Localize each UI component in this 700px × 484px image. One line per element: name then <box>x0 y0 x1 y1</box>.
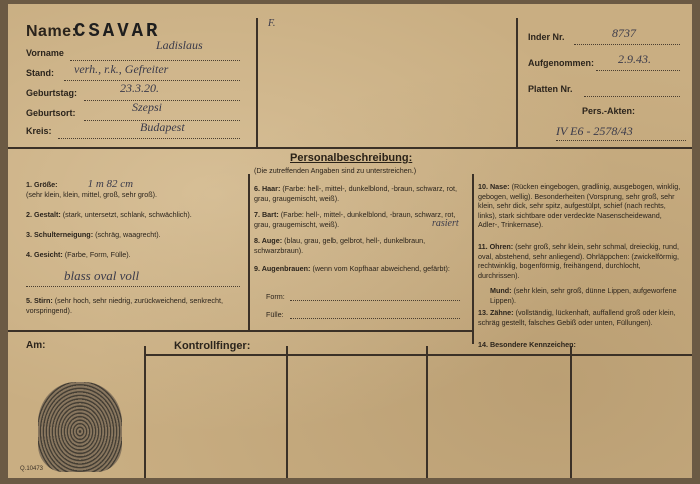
form-line <box>290 300 460 301</box>
persakten-line <box>556 140 686 141</box>
finger-divider-4 <box>570 346 572 478</box>
item-num: 11. Ohren: <box>478 242 514 251</box>
stand-value: verh., r.k., Gefreiter <box>74 62 169 76</box>
inder-line <box>574 44 680 45</box>
item-num: 2. Gestalt: <box>26 210 61 219</box>
kreis-line <box>58 138 240 139</box>
finger-divider-3 <box>426 346 428 478</box>
geburtstag-value: 23.3.20. <box>120 81 159 95</box>
desc-divider-1 <box>248 174 250 330</box>
face-line <box>26 286 240 287</box>
finger-divider-1 <box>144 346 146 478</box>
item-text: (sehr hoch, sehr niedrig, zurückweichend, senkrecht, vorspringend). <box>26 296 223 315</box>
geburtsort-value: Szepsi <box>132 100 162 114</box>
item-num: 3. Schulterneigung: <box>26 230 94 239</box>
aufgenommen-line <box>596 70 680 71</box>
kontrollfinger-label: Kontrollfinger: <box>174 340 251 352</box>
name-label: Name: <box>26 23 78 40</box>
item-haar <box>254 184 466 203</box>
item-num: 6. Haar: <box>254 184 281 193</box>
desc-title: Personalbeschreibung: <box>290 152 413 164</box>
item-num: 1. Größe: <box>26 180 58 189</box>
am-label: Am: <box>26 340 46 351</box>
item-num: 5. Stirn: <box>26 296 53 305</box>
geburtsort-label: Geburtsort: <box>26 108 76 118</box>
item-text: (Farbe, Form, Fülle). <box>64 250 131 259</box>
item-text: (sehr klein, sehr groß, dünne Lippen, aufgeworfene Lippen). <box>490 286 677 305</box>
bart-note: rasiert <box>432 218 459 229</box>
platten-line <box>584 96 680 97</box>
persakten-label: Pers.-Akten: <box>582 106 636 116</box>
item-gesicht <box>26 250 240 260</box>
item-num: 7. Bart: <box>254 210 279 219</box>
item-text: (Farbe: hell-, mittel-, dunkelblond, -braun, schwarz, rot, grau, graugemischt, weiß). <box>254 210 456 229</box>
thumbprint <box>38 382 122 472</box>
item-num: 14. Besondere Kennzeichen: <box>478 340 576 349</box>
identification-card <box>8 4 692 478</box>
item-num: 13. Zähne: <box>478 308 514 317</box>
size-value: 1 m 82 cm <box>87 178 134 190</box>
item-num: 10. Nase: <box>478 182 510 191</box>
name-value: CSAVAR <box>74 20 161 42</box>
item-nase <box>478 182 684 230</box>
geburtstag-label: Geburtstag: <box>26 88 78 98</box>
aufgenommen-value: 2.9.43. <box>618 52 651 66</box>
fuelle-line <box>290 318 460 319</box>
item-text: (stark, untersetzt, schlank, schwächlich). <box>62 210 192 219</box>
item-groesse <box>26 180 240 199</box>
item-num: 9. Augenbrauen: <box>254 264 311 273</box>
desc-subtitle: (Die zutreffenden Angaben sind zu unterstreichen.) <box>254 166 417 175</box>
item-auge <box>254 236 466 255</box>
item-num: 4. Gesicht: <box>26 250 63 259</box>
item-text: (vollständig, lückenhaft, auffallend groß oder klein, schräg gestellt, falsches Gebiß oder unten, Füllungen). <box>478 308 676 327</box>
finger-divider-2 <box>286 346 288 478</box>
item-text: (sehr groß, sehr klein, sehr schmal, dreieckig, rund, oval, abstehend, sehr anliegend). Ohrläppchen: (zwickelförmig, rechtwinklig, bogenförmig, freihängend, durchlocht, durchrissen). <box>478 242 679 280</box>
stand-label: Stand: <box>26 68 54 78</box>
desc-divider-2 <box>472 174 474 344</box>
vorname-value: Ladislaus <box>156 38 203 52</box>
item-text: (Rücken eingebogen, gradlinig, ausgebogen, winklig, gebogen, wellig). Besonderheiten (Vorsprung, sehr groß, sehr klein, sehr dick, sehr spitz, aufgestülpt, schief (nach rechts, links), stark sichtbare oder verdeckte Nasenscheidewand, Adler-, Trinkernase). <box>478 182 681 230</box>
f-mark: F. <box>268 18 276 29</box>
platten-label: Platten Nr. <box>528 84 573 94</box>
item-text: (sehr klein, klein, mittel, groß, sehr groß). <box>26 189 158 199</box>
aufgenommen-label: Aufgenommen: <box>528 58 594 68</box>
kreis-label: Kreis: <box>26 126 52 136</box>
item-schulter <box>26 230 240 240</box>
print-code: Q.10473 <box>20 466 44 472</box>
fuelle-label: Fülle: <box>266 310 284 319</box>
item-num: Mund: <box>490 286 512 295</box>
item-mund <box>490 286 684 305</box>
inder-value: 8737 <box>612 26 636 40</box>
header-divider-left <box>256 18 258 148</box>
header-divider-right <box>516 18 518 148</box>
vorname-label: Vorname <box>26 48 64 58</box>
item-text: (blau, grau, gelb, gelbrot, hell-, dunkelbraun, schwarzbraun). <box>254 236 426 255</box>
vorname-line <box>70 60 240 61</box>
item-num: 8. Auge: <box>254 236 283 245</box>
item-augenbrauen <box>254 264 466 274</box>
header-bottom-line <box>8 147 692 149</box>
item-zaehne <box>478 308 684 327</box>
item-text: (schräg, waagrecht). <box>95 230 161 239</box>
item-gestalt <box>26 210 240 220</box>
item-text: (wenn vom Kopfhaar abweichend, gefärbt): <box>312 264 450 273</box>
form-label: Form: <box>266 292 285 301</box>
item-kennzeichen <box>478 340 684 350</box>
item-text: (Farbe: hell-, mittel-, dunkelblond, -braun, schwarz, rot, grau, graugemischt, weiß). <box>254 184 457 203</box>
face-value: blass oval voll <box>64 268 140 283</box>
item-ohren <box>478 242 684 280</box>
finger-top-line <box>144 354 692 356</box>
persakten-value: IV E6 - 2578/43 <box>556 124 633 138</box>
desc-bottom-line <box>8 330 472 332</box>
inder-label: Inder Nr. <box>528 32 565 42</box>
item-stirn <box>26 296 240 315</box>
geburtstag-line <box>84 100 240 101</box>
kreis-value: Budapest <box>140 120 185 134</box>
